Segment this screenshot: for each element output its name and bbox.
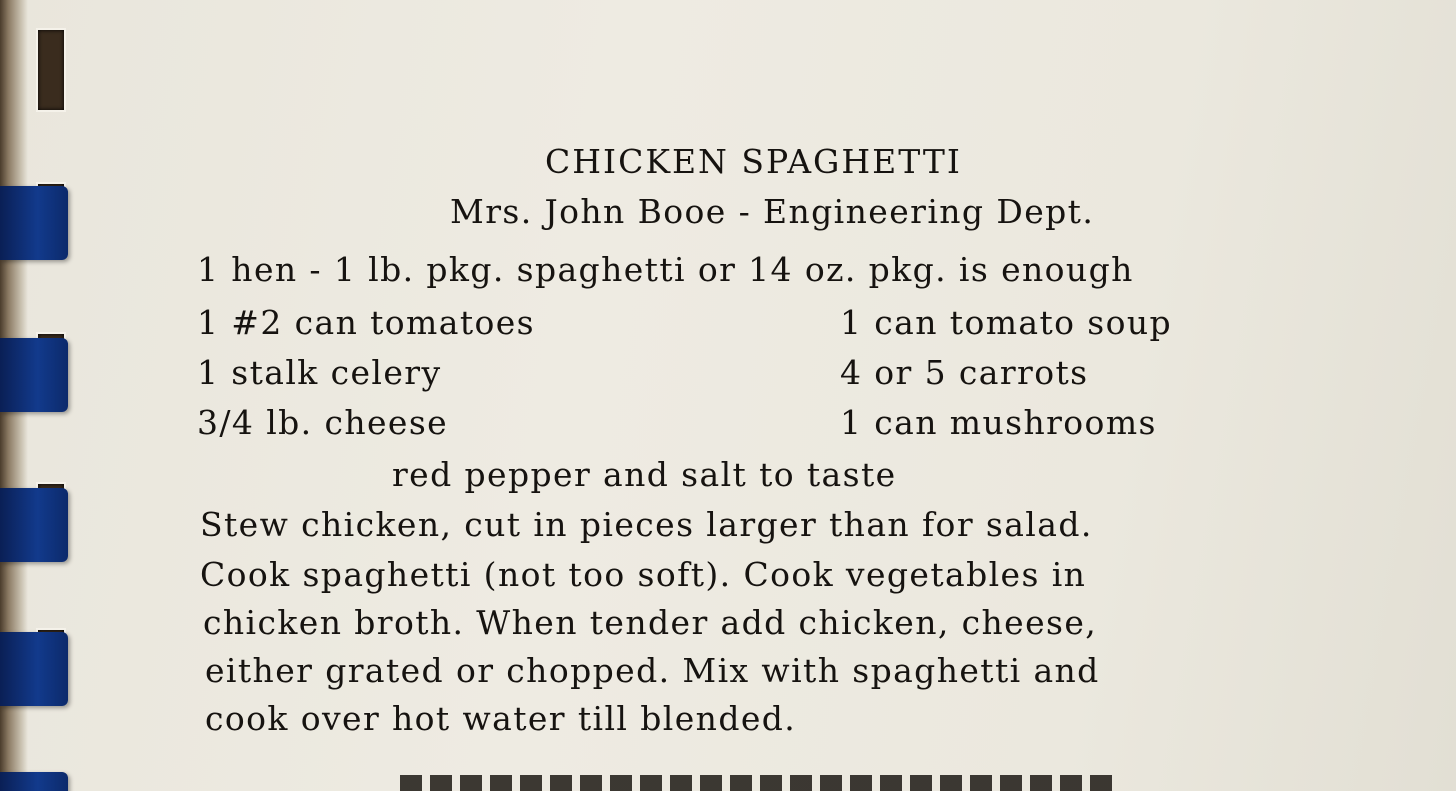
directions-line: Cook spaghetti (not too soft). Cook vegetables in	[200, 555, 1087, 594]
ingredient-left: 1 stalk celery	[197, 353, 442, 392]
binding-ring	[0, 186, 68, 260]
ingredient-left: 1 #2 can tomatoes	[197, 303, 536, 342]
binding-ring	[0, 338, 68, 412]
recipe-title: CHICKEN SPAGHETTI	[545, 142, 962, 181]
ingredient-right: 4 or 5 carrots	[840, 353, 1089, 392]
binding-ring	[0, 632, 68, 706]
ingredient-right: 1 can mushrooms	[840, 403, 1157, 442]
seasoning: red pepper and salt to taste	[392, 455, 897, 494]
recipe-contributor: Mrs. John Booe - Engineering Dept.	[450, 192, 1095, 231]
binding-ring	[0, 488, 68, 562]
directions-line: Stew chicken, cut in pieces larger than for salad.	[200, 505, 1093, 544]
ingredients-intro: 1 hen - 1 lb. pkg. spaghetti or 14 oz. pkg. is enough	[197, 250, 1134, 289]
punch-hole	[36, 28, 66, 112]
directions-line: chicken broth. When tender add chicken, cheese,	[203, 603, 1098, 642]
ingredient-left: 3/4 lb. cheese	[197, 403, 449, 442]
binding-ring	[0, 772, 68, 791]
ingredient-right: 1 can tomato soup	[840, 303, 1173, 342]
directions-line: either grated or chopped. Mix with spaghetti and	[205, 651, 1100, 690]
next-recipe-title-cut-off	[400, 775, 1120, 791]
directions-line: cook over hot water till blended.	[205, 699, 797, 738]
